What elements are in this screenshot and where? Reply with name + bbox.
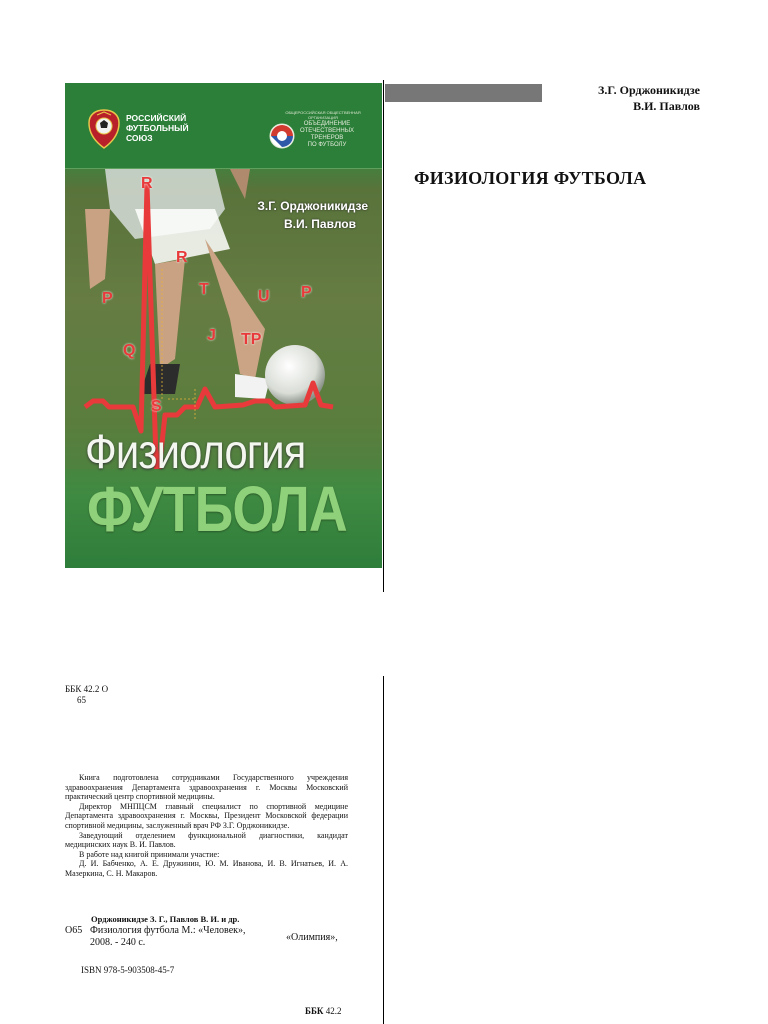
ecg-label-p: P <box>102 290 113 307</box>
title-page-title: ФИЗИОЛОГИЯ ФУТБОЛА <box>414 168 647 188</box>
bibliographic-authors: Орджоникидзе З. Г., Павлов В. И. и др. <box>91 914 240 924</box>
annotation-paragraph: В работе над книгой принимали участие: <box>79 849 220 859</box>
bbk-bottom <box>305 1006 341 1016</box>
isbn: ISBN 978-5-903508-45-7 <box>81 965 175 975</box>
header-grey-bar <box>385 84 542 102</box>
bbk-code: ББК 42.2 О <box>65 684 109 694</box>
page-divider-line <box>383 80 384 592</box>
bibliographic-line-2: 2008. - 240 с. <box>90 937 146 948</box>
rfs-org-line: СОЮЗ <box>126 133 153 143</box>
bibliographic-code: О65 <box>65 925 83 936</box>
ecg-label-s: S <box>151 398 162 415</box>
annotation-paragraph: Д. И. Бабченко, А. Е. Дружинин, Ю. М. Иванова, И. В. Игнатьев, И. А. Мазеркина, С. Н. Макаров. <box>65 859 348 878</box>
cover-author-1: З.Г. Орджоникидзе <box>257 199 368 213</box>
ecg-label-q: Q <box>123 342 136 359</box>
bbk-bottom-value: 42.2 <box>325 1006 342 1016</box>
rfs-org-line: РОССИЙСКИЙ <box>126 113 187 123</box>
partner-org-line: ОТЕЧЕСТВЕННЫХ <box>299 128 355 134</box>
partner-org-line: ПО ФУТБОЛУ <box>307 142 347 148</box>
book-cover <box>65 83 382 568</box>
cover-illustration <box>65 169 382 469</box>
annotation-paragraph: Директор МНПЦСМ главный специалист по спортивной медицине Департамента здравоохранения г. Москвы, Президент Московской федерации спортивной медицины, заслуженный врач РФ З.Г. Орджоникидзе. <box>65 801 348 830</box>
bbk-subcode: 65 <box>77 695 86 705</box>
title-page-author-1: З.Г. Орджоникидзе <box>598 83 700 97</box>
ecg-label-u: U <box>258 288 270 305</box>
partner-org-line: ТРЕНЕРОВ <box>310 135 344 141</box>
rfs-emblem-icon <box>87 109 121 149</box>
partner-org-caption: ОБЩЕРОССИЙСКАЯ ОБЩЕСТВЕННАЯ ОРГАНИЗАЦИЯ <box>285 110 361 120</box>
annotation-paragraph: Книга подготовлена сотрудниками Государственного учреждения здравоохранения Департамента здравоохранения г. Москвы Московский практический центр спортивной медицины. <box>65 773 348 802</box>
rfs-org-name <box>126 113 216 143</box>
ecg-label-r2: R <box>176 249 188 266</box>
annotation-paragraph: Заведующий отделением функциональной диагностики, кандидат медицинских наук В. И. Павлов. <box>65 830 348 850</box>
ecg-label-tp: TP <box>241 331 262 348</box>
bbk-bottom-label: ББК <box>305 1006 324 1016</box>
cover-title-line-1: Физиология <box>85 426 306 479</box>
partner-org-line: ОБЪЕДИНЕНИЕ <box>303 121 351 127</box>
ecg-label-j: J <box>207 327 216 344</box>
title-page-author-2: В.И. Павлов <box>633 99 700 113</box>
cover-title-line-2: ФУТБОЛА <box>87 473 347 545</box>
ecg-label-p2: P <box>301 284 312 301</box>
page-divider-line-bottom <box>383 676 384 1024</box>
partner-org-name <box>281 121 373 149</box>
rfs-org-line: ФУТБОЛЬНЫЙ <box>126 123 189 133</box>
ecg-label-t: T <box>199 281 209 298</box>
book-annotation <box>65 773 348 879</box>
ecg-label-r: R <box>141 175 153 192</box>
cover-author-2: В.И. Павлов <box>284 217 356 231</box>
bibliographic-line-1: Физиология футбола М.: «Человек», <box>90 925 246 936</box>
bibliographic-publisher: «Олимпия», <box>286 932 338 943</box>
